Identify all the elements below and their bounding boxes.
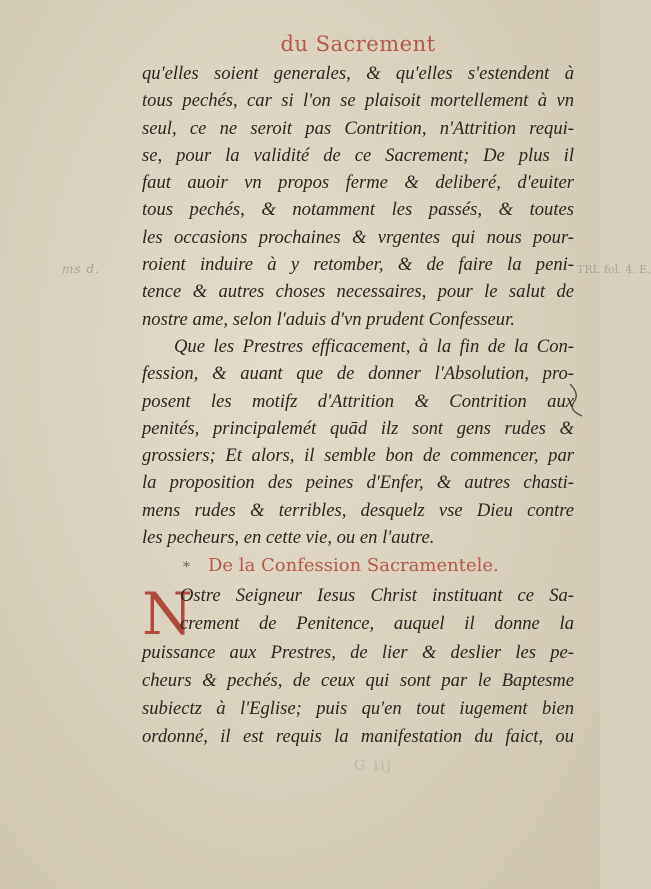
- main-text-block: [142, 60, 574, 551]
- header-title: du Sacrement: [280, 32, 436, 56]
- text-line: penités, principalemét quād ilz sont gens rudes &: [142, 417, 574, 439]
- text-line: posent les motifz d'Attrition & Contrition aux: [142, 390, 574, 412]
- text-line: qu'elles soient generales, & qu'elles s'estendent à: [142, 63, 574, 84]
- text-line: se, pour la validité de ce Sacrement; De plus il: [142, 144, 574, 166]
- text-line: mens rudes & terribles, desquelz vse Dieu contre: [142, 499, 574, 521]
- text-line: nostre ame, selon l'aduis d'vn prudent Confesseur.: [142, 308, 515, 330]
- text-line: grossiers; Et alors, il semble bon de commencer, par: [142, 445, 574, 467]
- section-heading: De la Confession Sacramentele.: [208, 555, 499, 576]
- section-text-block: [142, 582, 574, 752]
- text-line: crement de Penitence, auquel il donne la: [180, 613, 574, 635]
- text-line: fession, & auant que de donner l'Absolution, pro-: [142, 363, 574, 385]
- margin-note-left: ms d.: [62, 262, 100, 276]
- running-header: [0, 32, 600, 56]
- text-line: subiectz à l'Eglise; puis qu'en tout iugement bien: [142, 698, 574, 720]
- margin-note-right: TRI. fol. 4. E.: [577, 263, 651, 276]
- text-line: tous pechés, car si l'on se plaisoit mortellement à vn: [142, 90, 574, 112]
- text-line: puissance aux Prestres, de lier & deslier les pe-: [142, 641, 574, 663]
- drop-cap: N: [142, 580, 193, 648]
- text-line: les pecheurs, en cette vie, ou en l'autre.: [142, 527, 435, 549]
- text-line: cheurs & pechés, de ceux qui sont par le Baptesme: [142, 669, 574, 691]
- text-line: Que les Prestres efficacement, à la fin de la Con-: [174, 335, 574, 357]
- text-line: tence & autres choses necessaires, pour le salut de: [142, 281, 574, 303]
- text-line: la proposition des peines d'Enfer, & autres chasti-: [142, 472, 574, 494]
- text-line: seul, ce ne seroit pas Contrition, n'Attrition requi-: [142, 117, 574, 139]
- text-line: roient induire à y retomber, & de faire la peni-: [142, 254, 574, 276]
- printer-signature-mark: G iij: [354, 758, 393, 774]
- section-ornament-icon: ⁎: [183, 555, 190, 571]
- text-line: Ostre Seigneur Iesus Christ instituant ce Sa-: [180, 585, 574, 606]
- text-line: faut auoir vn propos ferme & deliberé, d'euiter: [142, 172, 574, 194]
- margin-flourish-icon: [566, 380, 590, 420]
- text-line: les occasions prochaines & vrgentes qui nous pour-: [142, 226, 574, 248]
- text-line: tous pechés, & notamment les passés, & toutes: [142, 199, 574, 221]
- text-line: ordonné, il est requis la manifestation du faict, ou: [142, 726, 574, 748]
